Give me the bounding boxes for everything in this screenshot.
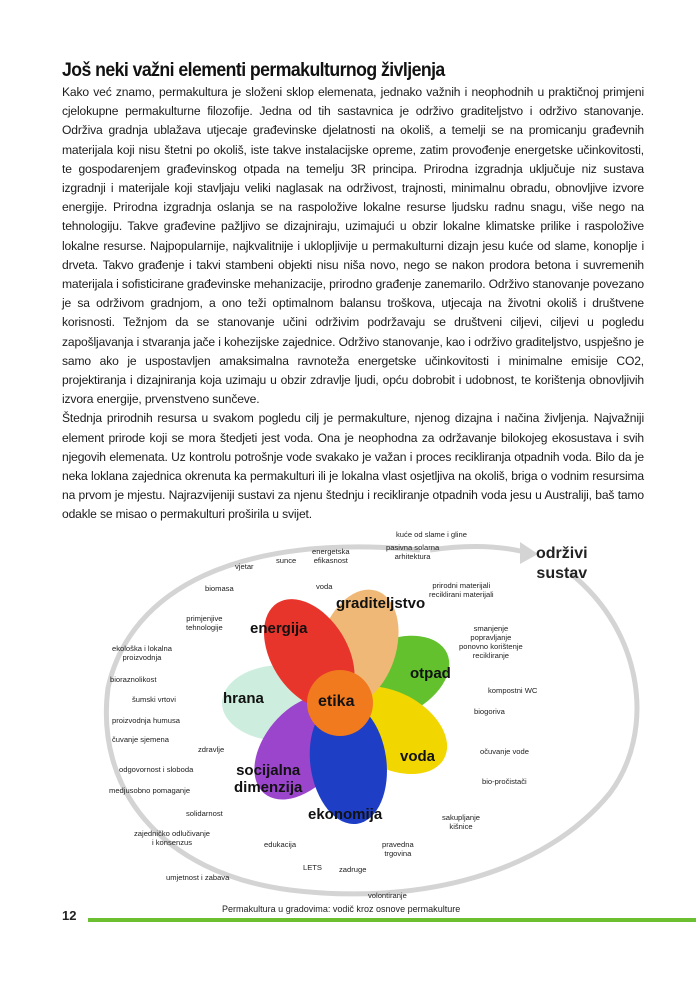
- label-biogoriva: biogoriva: [474, 707, 505, 716]
- paragraph: Štednja prirodnih resursa u svakom pogledu cilj je permakulture, njenog dizajna i načina življenja. Najvažniji element prirode koji se mora štedjeti jest voda. Ona je neophodna za održavanje bilokojeg ekosustava i svih njegovih elemenata. Uz kontrolu potrošnje vode svakako je važan i proces recikliranja otpadnih voda. Bilo da je neka loklana zajednica okrenuta ka permakulturi ili je lokalna vlast osjetljiva na okoliš, briga o vodnim resursima na prvom je mjestu. Najrazvijeniji sustavi za njenu štednju i recikliranje otpadnih voda jesu u Australiji, baš tamo odakle se misao o permakulturi proširila u svijet.: [62, 411, 644, 522]
- label-line: tehnologije: [186, 623, 223, 632]
- outcome-arrow: [430, 546, 525, 552]
- petal-label-energija: energija: [250, 620, 308, 637]
- petal-label-line: dimenzija: [234, 779, 303, 796]
- label-biomasa: biomasa: [205, 584, 234, 593]
- label-line: primjenjive: [186, 614, 223, 623]
- label-prirodni: [429, 581, 494, 599]
- petal-label-hrana: hrana: [223, 690, 264, 707]
- label-sjemena: čuvanje sjemena: [112, 735, 169, 744]
- label-lets: LETS: [303, 863, 322, 872]
- label-line: popravljanje: [470, 633, 512, 642]
- footer-caption: Permakultura u gradovima: vodič kroz osnove permakulture: [222, 904, 461, 915]
- label-line: pravedna: [382, 840, 414, 849]
- label-line: trgovina: [384, 849, 412, 858]
- petal-label-socijalna: [234, 762, 302, 796]
- label-energetska: [312, 547, 350, 565]
- footer-rule: [88, 918, 696, 922]
- outcome-line: održivi: [536, 545, 588, 562]
- label-bioraznolikost: bioraznolikost: [110, 675, 157, 684]
- label-pasivna: [386, 543, 439, 561]
- label-primjenjive: [186, 614, 223, 632]
- petal-label-otpad: otpad: [410, 665, 451, 682]
- label-voda-energija: voda: [316, 582, 333, 591]
- paragraph: Kako već znamo, permakultura je složeni sklop elemenata, jednako važnih i neophodnih u praktičnoj primjeni cjelokupne permakulturne filozofije. Jedna od tih sastavnica je održivo graditeljstvo i održivo stanovanje. Održiva gradnja ublažava utjecaje građevinske djelatnosti na okoliš, a temelji se na promicanju građevnih materijala koji nisu štetni po okoliš, iste takve instalacijske opreme, zatim provođenje energetske učinkovitosti, te gospodarenjem građevinskog otpada na temelju 3R principa. Prirodna izgradnja uključuje niz sustava izgradnji i materijale koji stavljaju veliki naglasak na održivost, trajnosti, minimalnu obradu, obnovljive izvore energije. Prirodna izgradnja oslanja se na raspoložive lokalne resurse ljudsku radnu snagu, više nego na tehnologiju. Takve građevine pažljivo se dizajniraju, uzimajući u obzir lokalne klimatske prilike i raspoložive lokalne resurse. Najpopularnije, najkvalitnije i uklopljivije u permakulturni dizajn jesu kuće od slame, konoplje i drveta. Takvo građenje i takvi stambeni objekti nisu niša novo, nego se nakon prodora betona i suvremenih materijala i sofisticirane građevinske mehanizacije, prirodno građenje zanemarilo. Održivo stanovanje povezano je sa održivom gradnjom, a ono teži optimalnom balansu troškova, utjecaja na životni okoliš i društvene korisnosti. Težnjom da se stanovanje učini održivim podržavaju se društveni ciljevi, ciljevi u pogledu zapošljavanja i stvaranja jače i kohezijske zajednice. Održivo stanovanje, kao i održivo graditeljstvo, uspješno je samo ako je uspostavljen amaksimalna ravnoteža energetske učinkovitosti i minimalne emisije CO2, projektiranja i dizajniranja koja uzimaju u obzir zdravlje ljudi, opću dobrobit i udobnost, te korištenja obnovljivih izvora energije, prvenstveno sunčeve.: [62, 85, 644, 407]
- petal-label-line: socijalna: [236, 762, 301, 779]
- center-label-etika: etika: [318, 693, 355, 710]
- label-line: efikasnost: [313, 556, 348, 565]
- label-vjetar: vjetar: [235, 562, 254, 571]
- outcome-label: [536, 544, 588, 584]
- label-odgovornost: odgovornost i sloboda: [119, 765, 194, 774]
- label-sakupljanje: [442, 813, 480, 831]
- petal-label-graditeljstvo: graditeljstvo: [336, 595, 426, 612]
- permaculture-flower-diagram: [90, 528, 650, 903]
- label-line: i konsenzus: [151, 838, 193, 847]
- label-volontiranje: volontiranje: [368, 891, 407, 900]
- label-pomaganje: medjusobno pomaganje: [109, 786, 191, 795]
- petal-label-ekonomija: ekonomija: [308, 806, 383, 823]
- label-line: sakupljanje: [442, 813, 480, 822]
- page-number: 12: [62, 908, 77, 923]
- label-humus: proizvodnja humusa: [112, 716, 180, 725]
- label-line: smanjenje: [473, 624, 509, 633]
- label-edukacija: edukacija: [264, 840, 297, 849]
- label-line: proizvodnja: [122, 653, 162, 662]
- outcome-line: sustav: [536, 565, 588, 582]
- label-line: ponovno korištenje: [459, 642, 523, 651]
- label-line: reciklirani materijali: [429, 590, 494, 599]
- label-ekoloska: [112, 644, 172, 662]
- label-zdravlje: zdravlje: [198, 745, 225, 754]
- label-ocuvanje: očuvanje vode: [480, 747, 529, 756]
- label-line: prirodni materijali: [432, 581, 491, 590]
- label-sumski: šumski vrtovi: [132, 695, 176, 704]
- page-heading: Još neki važni elementi permakulturnog življenja: [62, 60, 445, 81]
- body-text: [62, 83, 644, 525]
- label-line: energetska: [312, 547, 350, 556]
- label-zajednicko: [134, 829, 210, 847]
- label-smanjenje: [459, 624, 523, 660]
- label-umjetnost: umjetnost i zabava: [166, 873, 230, 882]
- label-bioprocistaci: bio-pročistači: [482, 777, 527, 786]
- label-line: pasivna solarna: [386, 543, 440, 552]
- petal-label-voda: voda: [400, 748, 436, 765]
- label-zadruge: zadruge: [339, 865, 367, 874]
- label-kompostni: kompostni WC: [488, 686, 538, 695]
- label-sunce: sunce: [276, 556, 297, 565]
- label-line: arhitektura: [394, 552, 431, 561]
- label-line: kišnice: [449, 822, 473, 831]
- label-solidarnost: solidarnost: [186, 809, 223, 818]
- label-line: zajedničko odlučivanje: [134, 829, 210, 838]
- label-kuce: kuće od slame i gline: [396, 530, 467, 539]
- label-line: recikliranje: [472, 651, 510, 660]
- label-line: ekološka i lokalna: [112, 644, 172, 653]
- label-pravedna: [382, 840, 414, 858]
